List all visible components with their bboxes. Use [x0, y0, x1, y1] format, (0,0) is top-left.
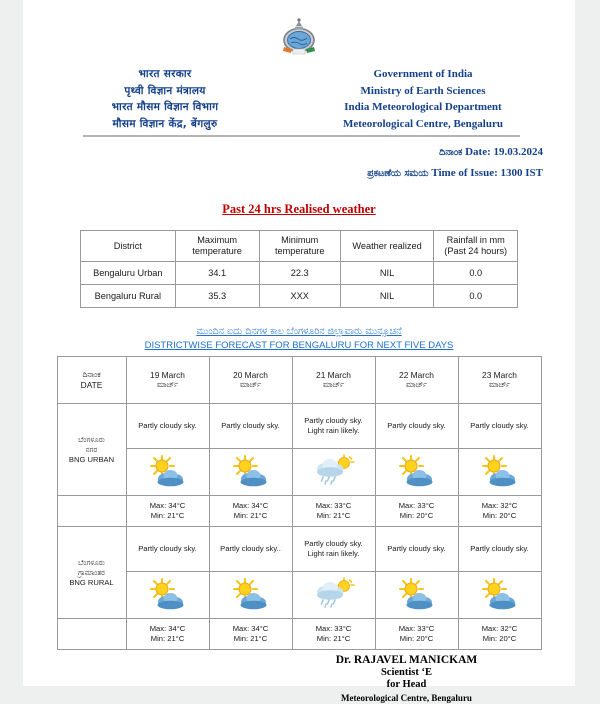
district-label-kn-2: ಗ್ರಾಮಾಂತರ [61, 568, 123, 578]
temp-min: Min: 20°C [379, 511, 455, 521]
forecast-temp-cell [375, 619, 458, 650]
forecast-temp-cell [292, 496, 375, 527]
issue-date-value: Date: 19.03.2024 [465, 146, 543, 158]
forecast-heading-en: DISTRICTWISE FORECAST FOR BENGALURU FOR NEXT FIVE DAYS [23, 339, 575, 352]
signatory-for-head: for Head [238, 679, 575, 692]
cell-weather: NIL [340, 262, 434, 285]
district-label-urban [57, 404, 126, 496]
cell-rainfall: 0.0 [434, 285, 518, 308]
day-date-kn: ಮಾರ್ಚ್ [379, 380, 455, 390]
signatory-name: Dr. RAJAVEL MANICKAM [238, 654, 575, 667]
cell-max-temp: 34.1 [175, 262, 259, 285]
temp-max: Max: 32°C [462, 501, 538, 511]
day-date-en: 19 March [130, 370, 206, 380]
column-header-rain-line2: (Past 24 hours) [436, 246, 515, 257]
date-label-en: DATE [61, 380, 123, 390]
forecast-date-label [57, 357, 126, 404]
column-header-min-temp [259, 231, 340, 262]
forecast-table [57, 356, 542, 650]
temp-max: Max: 33°C [296, 624, 372, 634]
forecast-desc: Partly cloudy sky.. [209, 527, 292, 572]
cell-rainfall: 0.0 [434, 262, 518, 285]
rural-icon-row [57, 572, 541, 619]
temp-min: Min: 20°C [462, 634, 538, 644]
forecast-day-header [458, 357, 541, 404]
district-label-rural [57, 527, 126, 619]
sun-behind-cloud-icon [228, 454, 274, 488]
forecast-temp-cell [126, 619, 209, 650]
column-header-max-temp [175, 231, 259, 262]
district-label-en: BNG URBAN [61, 455, 123, 465]
sun-behind-cloud-icon [477, 577, 523, 611]
date-label-kn: ದಿನಾಂಕ [61, 370, 123, 380]
rural-temp-label-spacer [57, 619, 126, 650]
temp-max: Max: 32°C [462, 624, 538, 634]
imd-emblem-icon [276, 16, 322, 62]
letterhead [23, 66, 575, 132]
temp-min: Min: 20°C [379, 634, 455, 644]
cell-district: Bengaluru Rural [81, 285, 176, 308]
forecast-icon-cell [209, 572, 292, 619]
rain-cloud-sun-icon [311, 577, 357, 611]
day-date-kn: ಮಾರ್ಚ್ [462, 380, 538, 390]
temp-max: Max: 33°C [296, 501, 372, 511]
forecast-day-header [375, 357, 458, 404]
cell-min-temp: XXX [259, 285, 340, 308]
column-header-weather-line1: Weather realized [343, 241, 432, 252]
english-line-3: India Meteorological Department [271, 99, 575, 116]
urban-description-row [57, 404, 541, 449]
district-label-kn-1: ಬೆಂಗಳೂರು [61, 558, 123, 568]
english-line-4: Meteorological Centre, Bengaluru [271, 116, 575, 133]
issue-date-label-kn: ದಿನಾಂಕ [439, 147, 462, 158]
signatory-office: Meteorological Centre, Bengaluru [238, 692, 575, 704]
header-divider [83, 135, 520, 137]
urban-temp-label-spacer [57, 496, 126, 527]
forecast-desc: Partly cloudy sky. [126, 527, 209, 572]
letterhead-hindi [59, 66, 271, 132]
sun-behind-cloud-icon [394, 454, 440, 488]
cell-weather: NIL [340, 285, 434, 308]
forecast-temp-cell [126, 496, 209, 527]
temp-min: Min: 21°C [130, 634, 206, 644]
forecast-date-row [57, 357, 541, 404]
temp-max: Max: 33°C [379, 624, 455, 634]
forecast-icon-cell [375, 572, 458, 619]
signatory-designation: Scientist ‘E [238, 667, 575, 680]
day-date-en: 22 March [379, 370, 455, 380]
forecast-icon-cell [375, 449, 458, 496]
issue-info [23, 142, 575, 184]
column-header-max-line2: temperature [178, 246, 257, 257]
day-date-kn: ಮಾರ್ಚ್ [213, 380, 289, 390]
issue-date-line [23, 142, 543, 163]
day-date-kn: ಮಾರ್ಚ್ [296, 380, 372, 390]
urban-icon-row [57, 449, 541, 496]
signature-block [23, 654, 575, 704]
forecast-heading [23, 325, 575, 352]
cell-min-temp: 22.3 [259, 262, 340, 285]
table-row [81, 262, 518, 285]
past-weather-title: Past 24 hrs Realised weather [23, 202, 575, 217]
temp-min: Min: 20°C [462, 511, 538, 521]
english-line-2: Ministry of Earth Sciences [271, 83, 575, 100]
column-header-max-line1: Maximum [178, 235, 257, 246]
column-header-rain-line1: Rainfall in mm [436, 235, 515, 246]
issue-time-value: Time of Issue: 1300 IST [431, 167, 543, 179]
column-header-district [81, 231, 176, 262]
forecast-desc: Partly cloudy sky. [458, 404, 541, 449]
hindi-line-4: मौसम विज्ञान केंद्र, बेंगलुरु [59, 116, 271, 133]
temp-min: Min: 21°C [296, 634, 372, 644]
forecast-icon-cell [458, 572, 541, 619]
day-date-en: 21 March [296, 370, 372, 380]
district-label-kn-1: ಬೆಂಗಳೂರು [61, 435, 123, 445]
forecast-temp-cell [209, 619, 292, 650]
issue-time-label-kn: ಪ್ರಕಟಣೆಯ ಸಮಯ [367, 168, 428, 179]
document-page [23, 0, 575, 686]
sun-behind-cloud-icon [145, 454, 191, 488]
forecast-desc: Partly cloudy sky. Light rain likely. [292, 404, 375, 449]
temp-max: Max: 34°C [130, 624, 206, 634]
forecast-icon-cell [126, 572, 209, 619]
urban-temp-row [57, 496, 541, 527]
forecast-desc: Partly cloudy sky. [458, 527, 541, 572]
column-header-min-line2: temperature [262, 246, 338, 257]
forecast-temp-cell [375, 496, 458, 527]
temp-max: Max: 34°C [213, 624, 289, 634]
temp-min: Min: 21°C [213, 511, 289, 521]
rain-cloud-sun-icon [311, 454, 357, 488]
cell-district: Bengaluru Urban [81, 262, 176, 285]
forecast-icon-cell [209, 449, 292, 496]
temp-max: Max: 33°C [379, 501, 455, 511]
forecast-day-header [126, 357, 209, 404]
cell-max-temp: 35.3 [175, 285, 259, 308]
rural-temp-row [57, 619, 541, 650]
column-header-district-line1: District [83, 241, 173, 252]
temp-min: Min: 21°C [130, 511, 206, 521]
forecast-desc: Partly cloudy sky. [375, 404, 458, 449]
rural-description-row [57, 527, 541, 572]
sun-behind-cloud-icon [228, 577, 274, 611]
table-header-row [81, 231, 518, 262]
forecast-icon-cell [292, 572, 375, 619]
temp-min: Min: 21°C [213, 634, 289, 644]
forecast-temp-cell [458, 496, 541, 527]
temp-max: Max: 34°C [213, 501, 289, 511]
hindi-line-1: भारत सरकार [59, 66, 271, 83]
column-header-weather [340, 231, 434, 262]
forecast-temp-cell [458, 619, 541, 650]
forecast-temp-cell [209, 496, 292, 527]
forecast-heading-kn: ಮುಂದಿನ ಐದು ದಿನಗಳ ಕಾಲ ಬೆಂಗಳೂರಿನ ಜಿಲ್ಲಾವಾರು ಮುನ್ಸೂಚನೆ [23, 325, 575, 338]
column-header-rainfall [434, 231, 518, 262]
forecast-temp-cell [292, 619, 375, 650]
temp-min: Min: 21°C [296, 511, 372, 521]
forecast-desc: Partly cloudy sky. [375, 527, 458, 572]
forecast-day-header [209, 357, 292, 404]
day-date-en: 20 March [213, 370, 289, 380]
english-line-1: Government of India [271, 66, 575, 83]
sun-behind-cloud-icon [477, 454, 523, 488]
hindi-line-2: पृथ्वी विज्ञान मंत्रालय [59, 83, 271, 100]
forecast-day-header [292, 357, 375, 404]
sun-behind-cloud-icon [145, 577, 191, 611]
forecast-icon-cell [292, 449, 375, 496]
forecast-desc: Partly cloudy sky. [209, 404, 292, 449]
district-label-kn-2: ನಗರ [61, 445, 123, 455]
temp-max: Max: 34°C [130, 501, 206, 511]
realised-weather-table [80, 230, 518, 308]
letterhead-english [271, 66, 575, 132]
emblem-container [23, 0, 575, 62]
hindi-line-3: भारत मौसम विज्ञान विभाग [59, 99, 271, 116]
issue-time-line [23, 163, 543, 184]
forecast-icon-cell [458, 449, 541, 496]
day-date-kn: ಮಾರ್ಚ್ [130, 380, 206, 390]
district-label-en: BNG RURAL [61, 578, 123, 588]
column-header-min-line1: Minimum [262, 235, 338, 246]
table-row [81, 285, 518, 308]
forecast-desc: Partly cloudy sky. [126, 404, 209, 449]
forecast-desc: Partly cloudy sky. Light rain likely. [292, 527, 375, 572]
sun-behind-cloud-icon [394, 577, 440, 611]
day-date-en: 23 March [462, 370, 538, 380]
forecast-icon-cell [126, 449, 209, 496]
